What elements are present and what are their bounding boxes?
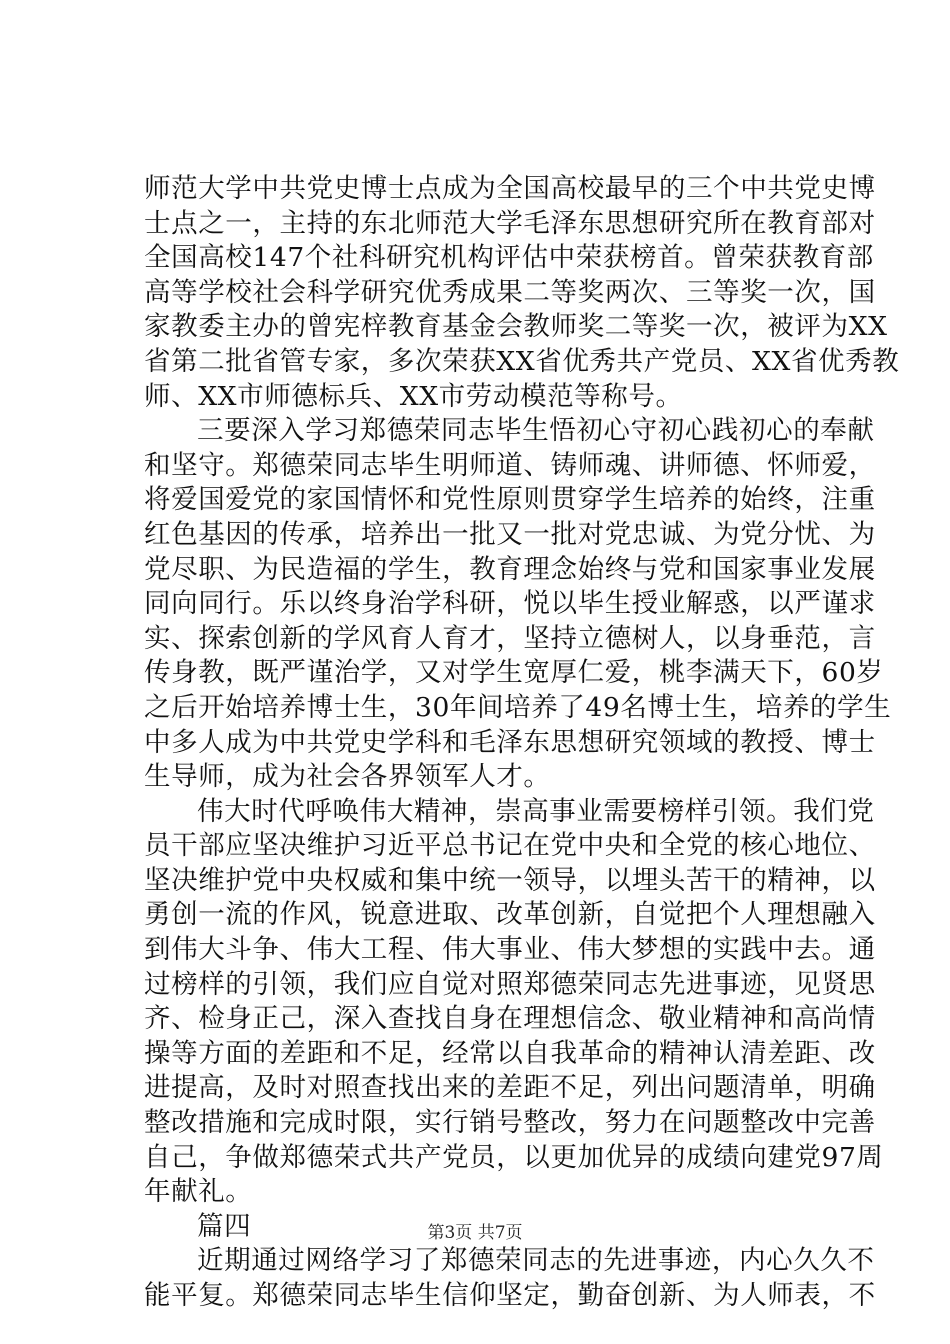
text-line: 操等方面的差距和不足，经常以自我革命的精神认清差距、改 [144, 1037, 876, 1069]
text-line: 进提高，及时对照查找出来的差距不足，列出问题清单，明确 [144, 1072, 876, 1104]
text-line: 齐、检身正己，深入查找自身在理想信念、敬业精神和高尚情 [144, 1003, 876, 1035]
text-line: 师范大学中共党史博士点成为全国高校最早的三个中共党史博 [144, 173, 876, 204]
document-body [144, 172, 900, 1314]
text-line: 三要深入学习郑德荣同志毕生悟初心守初心践初心的奉献 [197, 415, 875, 447]
text-line: 全国高校147个社科研究机构评估中荣获榜首。曾荣获教育部 [144, 242, 874, 274]
text-line: 伟大时代呼唤伟大精神，崇高事业需要榜样引领。我们党 [197, 795, 875, 827]
text-line: 中多人成为中共党史学科和毛泽东思想研究领域的教授、博士 [144, 726, 876, 758]
text-line: 能平复。郑德荣同志毕生信仰坚定，勤奋创新、为人师表，不 [144, 1280, 876, 1311]
text-line: 自己，争做郑德荣式共产党员，以更加优异的成绩向建党97周 [144, 1141, 884, 1173]
text-line: 过榜样的引领，我们应自觉对照郑德荣同志先进事迹，见贤思 [144, 968, 876, 1000]
text-line: 整改措施和完成时限，实行销号整改，努力在问题整改中完善 [144, 1107, 876, 1139]
text-line: 省第二批省管专家，多次荣获XX省优秀共产党员、XX省优秀教 [144, 345, 900, 377]
text-line: 家教委主办的曾宪梓教育基金会教师奖二等奖一次，被评为XX [144, 311, 888, 343]
text-line: 将爱国爱党的家国情怀和党性原则贯穿学生培养的始终，注重 [144, 484, 876, 516]
text-line: 坚决维护党中央权威和集中统一领导，以埋头苦干的精神，以 [144, 864, 876, 896]
text-line: 之后开始培养博士生，30年间培养了49名博士生，培养的学生 [144, 691, 892, 723]
text-line: 到伟大斗争、伟大工程、伟大事业、伟大梦想的实践中去。通 [144, 934, 876, 966]
text-line: 近期通过网络学习了郑德荣同志的先进事迹，内心久久不 [197, 1245, 875, 1277]
text-line: 传身教，既严谨治学，又对学生宽厚仁爱，桃李满天下，60岁 [144, 657, 884, 689]
page-footer: 第3页 共7页 [427, 1223, 523, 1243]
text-line: 员干部应坚决维护习近平总书记在党中央和全党的核心地位、 [144, 830, 876, 862]
text-line: 高等学校社会科学研究优秀成果二等奖两次、三等奖一次，国 [144, 276, 876, 308]
text-line: 实、探索创新的学风育人育才，坚持立德树人，以身垂范，言 [144, 622, 876, 654]
text-line: 党尽职、为民造福的学生，教育理念始终与党和国家事业发展 [144, 553, 876, 585]
text-line: 勇创一流的作风，锐意进取、改革创新，自觉把个人理想融入 [144, 899, 876, 931]
text-line: 篇四 [197, 1210, 252, 1242]
text-line: 士点之一，主持的东北师范大学毛泽东思想研究所在教育部对 [144, 207, 876, 239]
text-line: 师、XX市师德标兵、XX市劳动模范等称号。 [144, 380, 683, 412]
text-line: 年献礼。 [144, 1176, 253, 1208]
text-line: 和坚守。郑德荣同志毕生明师道、铸师魂、讲师德、怀师爱， [144, 449, 876, 481]
text-line: 同向同行。乐以终身治学科研，悦以毕生授业解惑，以严谨求 [144, 588, 876, 620]
text-line: 红色基因的传承，培养出一批又一批对党忠诚、为党分忧、为 [144, 518, 876, 550]
text-line: 生导师，成为社会各界领军人才。 [144, 761, 551, 793]
